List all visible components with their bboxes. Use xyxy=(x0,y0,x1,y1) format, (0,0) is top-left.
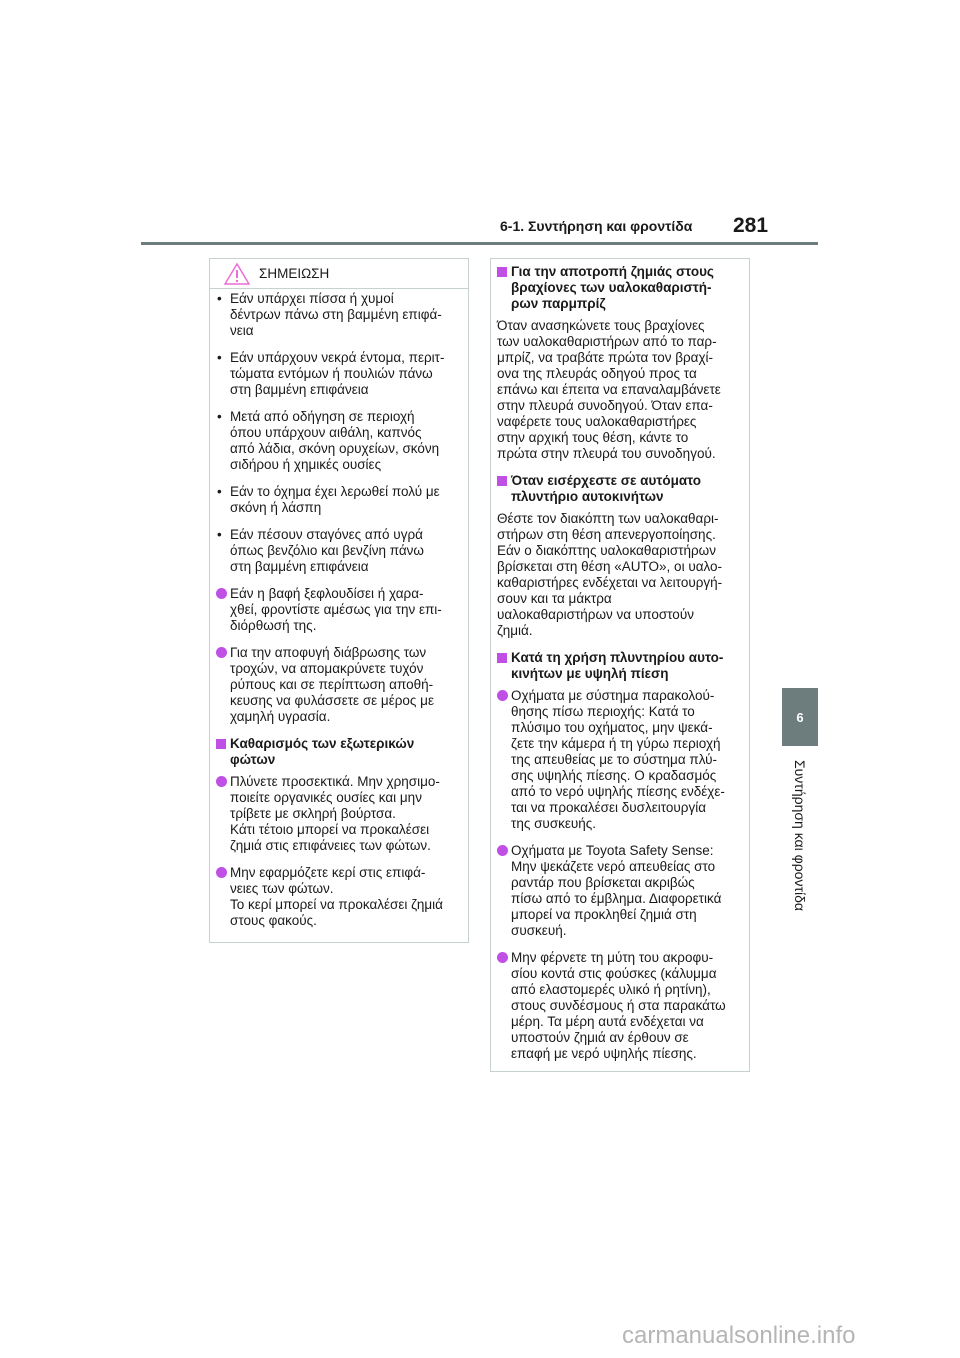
chapter-tab-label: Συντήρηση και φροντίδα xyxy=(792,760,808,911)
watermark: carmanualsonline.info xyxy=(622,1322,856,1349)
item-text: Μετά από οδήγηση σε περιοχή όπου υπάρχουν αιθάλη, καπνός από λάδια, σκόνη ορυχείων, σκόνη σιδήρου ή χημικές ουσίες xyxy=(230,409,440,472)
list-item xyxy=(216,291,462,339)
header-rule xyxy=(141,242,818,245)
section-heading xyxy=(497,473,743,505)
section-heading xyxy=(497,264,743,312)
circle-bullet-icon xyxy=(216,588,227,599)
list-item xyxy=(216,586,462,634)
item-text: Καθαρισμός των εξωτερικών φώτων xyxy=(230,736,415,767)
page-number: 281 xyxy=(733,214,769,237)
item-text: Εάν υπάρχει πίσσα ή χυμοί δέντρων πάνω στη βαμμένη επιφά- νεια xyxy=(230,291,442,338)
square-bullet-icon xyxy=(497,267,507,277)
bullet-icon: • xyxy=(217,527,222,542)
item-text: Εάν πέσουν σταγόνες από υγρά όπως βενζόλιο και βενζίνη πάνω στη βαμμένη επιφάνεια xyxy=(230,527,424,574)
list-item xyxy=(216,774,462,854)
notice-header xyxy=(210,259,468,289)
bullet-icon: • xyxy=(217,350,222,365)
section-heading xyxy=(216,736,462,768)
list-item xyxy=(497,688,743,832)
item-text: Για την αποφυγή διάβρωσης των τροχών, να απομακρύνετε τυχόν ρύπους και σε περίπτωση αποθή- κευσης να φυλάσσετε σε μέρος με χαμηλή υγρασία. xyxy=(230,645,434,724)
notice-box xyxy=(209,258,469,943)
item-text: Μην εφαρμόζετε κερί στις επιφά- νειες των φώτων. Το κερί μπορεί να προκαλέσει ζημιά στους φακούς. xyxy=(230,865,443,928)
notice-title: ΣΗΜΕΙΩΣΗ xyxy=(259,266,330,281)
list-item xyxy=(216,409,462,473)
circle-bullet-icon xyxy=(497,845,508,856)
list-item xyxy=(216,350,462,398)
bullet-icon: • xyxy=(217,409,222,424)
circle-bullet-icon xyxy=(216,776,227,787)
right-items xyxy=(491,262,749,1062)
section-heading xyxy=(497,650,743,682)
square-bullet-icon xyxy=(497,653,507,663)
list-item xyxy=(497,950,743,1062)
section-title: 6-1. Συντήρηση και φροντίδα xyxy=(500,218,693,234)
item-text: Εάν υπάρχουν νεκρά έντομα, περιτ- τώματα εντόμων ή πουλιών πάνω στη βαμμένη επιφάνεια xyxy=(230,350,445,397)
warning-icon xyxy=(224,263,250,285)
item-text: Όταν ανασηκώνετε τους βραχίονες των υαλοκαθαριστήρων από το παρ- μπρίζ, να τραβάτε πρώτα τον βραχί- ονα της πλευράς οδηγού προς τα επάνω και έπειτα να επαναλαμβάνετε στην πλευρά συνοδηγού. Όταν επα- ναφέρετε τους υαλοκαθαριστήρες στην αρχική τους θέση, κάντε το πρώτα στην πλευρά του συνοδηγού. xyxy=(497,318,721,461)
item-text: Κατά τη χρήση πλυντηρίου αυτο- κινήτων με υψηλή πίεση xyxy=(511,650,724,681)
square-bullet-icon xyxy=(216,739,226,749)
circle-bullet-icon xyxy=(216,867,227,878)
item-text: Θέστε τον διακόπτη των υαλοκαθαρι- στήρων στη θέση απενεργοποίησης. Εάν ο διακόπτης υαλοκαθαριστήρων βρίσκεται στη θέση «AUTO», οι υαλο- καθαριστήρες ενδέχεται να λειτουργή- σουν και τα μάκτρα υαλοκαθαριστήρων να υποστούν ζημιά. xyxy=(497,511,723,638)
item-text: Πλύνετε προσεκτικά. Μην χρησιμο- ποιείτε οργανικές ουσίες και μην τρίβετε με σκληρή βούρτσα. Κάτι τέτοιο μπορεί να προκαλέσει ζημιά στις επιφάνειες των φώτων. xyxy=(230,774,440,853)
right-column-box xyxy=(490,258,750,1072)
list-item xyxy=(216,527,462,575)
chapter-tab: 6 xyxy=(782,688,818,746)
item-text: Εάν το όχημα έχει λερωθεί πολύ με σκόνη ή λάσπη xyxy=(230,484,440,515)
item-text: Οχήματα με Toyota Safety Sense: Μην ψεκάζετε νερό απευθείας στο ραντάρ που βρίσκεται ακριβώς πίσω από το έμβλημα. Διαφορετικά μπορεί να προκληθεί ζημιά στη συσκευή. xyxy=(511,843,722,938)
list-item xyxy=(497,843,743,939)
bullet-icon: • xyxy=(217,291,222,306)
list-item xyxy=(216,645,462,725)
circle-bullet-icon xyxy=(216,647,227,658)
item-text: Οχήματα με σύστημα παρακολού- θησης πίσω περιοχής: Κατά το πλύσιμο του οχήματος, μην ψεκά- ζετε την κάμερα ή τη γύρω περιοχή της απευθείας με το σύστημα πλύ- σης υψηλής πίεσης. Ο κραδασμός από το νερό υψηλής πίεσης ενδέχε- ται να προκαλέσει δυσλειτουργία της συσκευής. xyxy=(511,688,725,831)
paragraph xyxy=(497,511,743,639)
paragraph xyxy=(497,318,743,462)
list-item xyxy=(216,865,462,929)
item-text: Εάν η βαφή ξεφλουδίσει ή χαρα- χθεί, φροντίστε αμέσως για την επι- διόρθωσή της. xyxy=(230,586,442,633)
circle-bullet-icon xyxy=(497,952,508,963)
square-bullet-icon xyxy=(497,476,507,486)
circle-bullet-icon xyxy=(497,690,508,701)
item-text: Όταν εισέρχεστε σε αυτόματο πλυντήριο αυτοκινήτων xyxy=(511,473,702,504)
item-text: Για την αποτροπή ζημιάς στους βραχίονες των υαλοκαθαριστή- ρων παρμπρίζ xyxy=(511,264,714,311)
item-text: Μην φέρνετε τη μύτη του ακροφυ- σίου κοντά στις φούσκες (κάλυμμα από ελαστομερές υλικό ή ρητίνη), στους συνδέσμους ή στα παρακάτω μέρη. Τα μέρη αυτά ενδέχεται να υποστούν ζημιά αν έρθουν σε επαφή με νερό υψηλής πίεσης. xyxy=(511,950,726,1061)
bullet-icon: • xyxy=(217,484,222,499)
list-item xyxy=(216,484,462,516)
left-items xyxy=(210,289,468,929)
